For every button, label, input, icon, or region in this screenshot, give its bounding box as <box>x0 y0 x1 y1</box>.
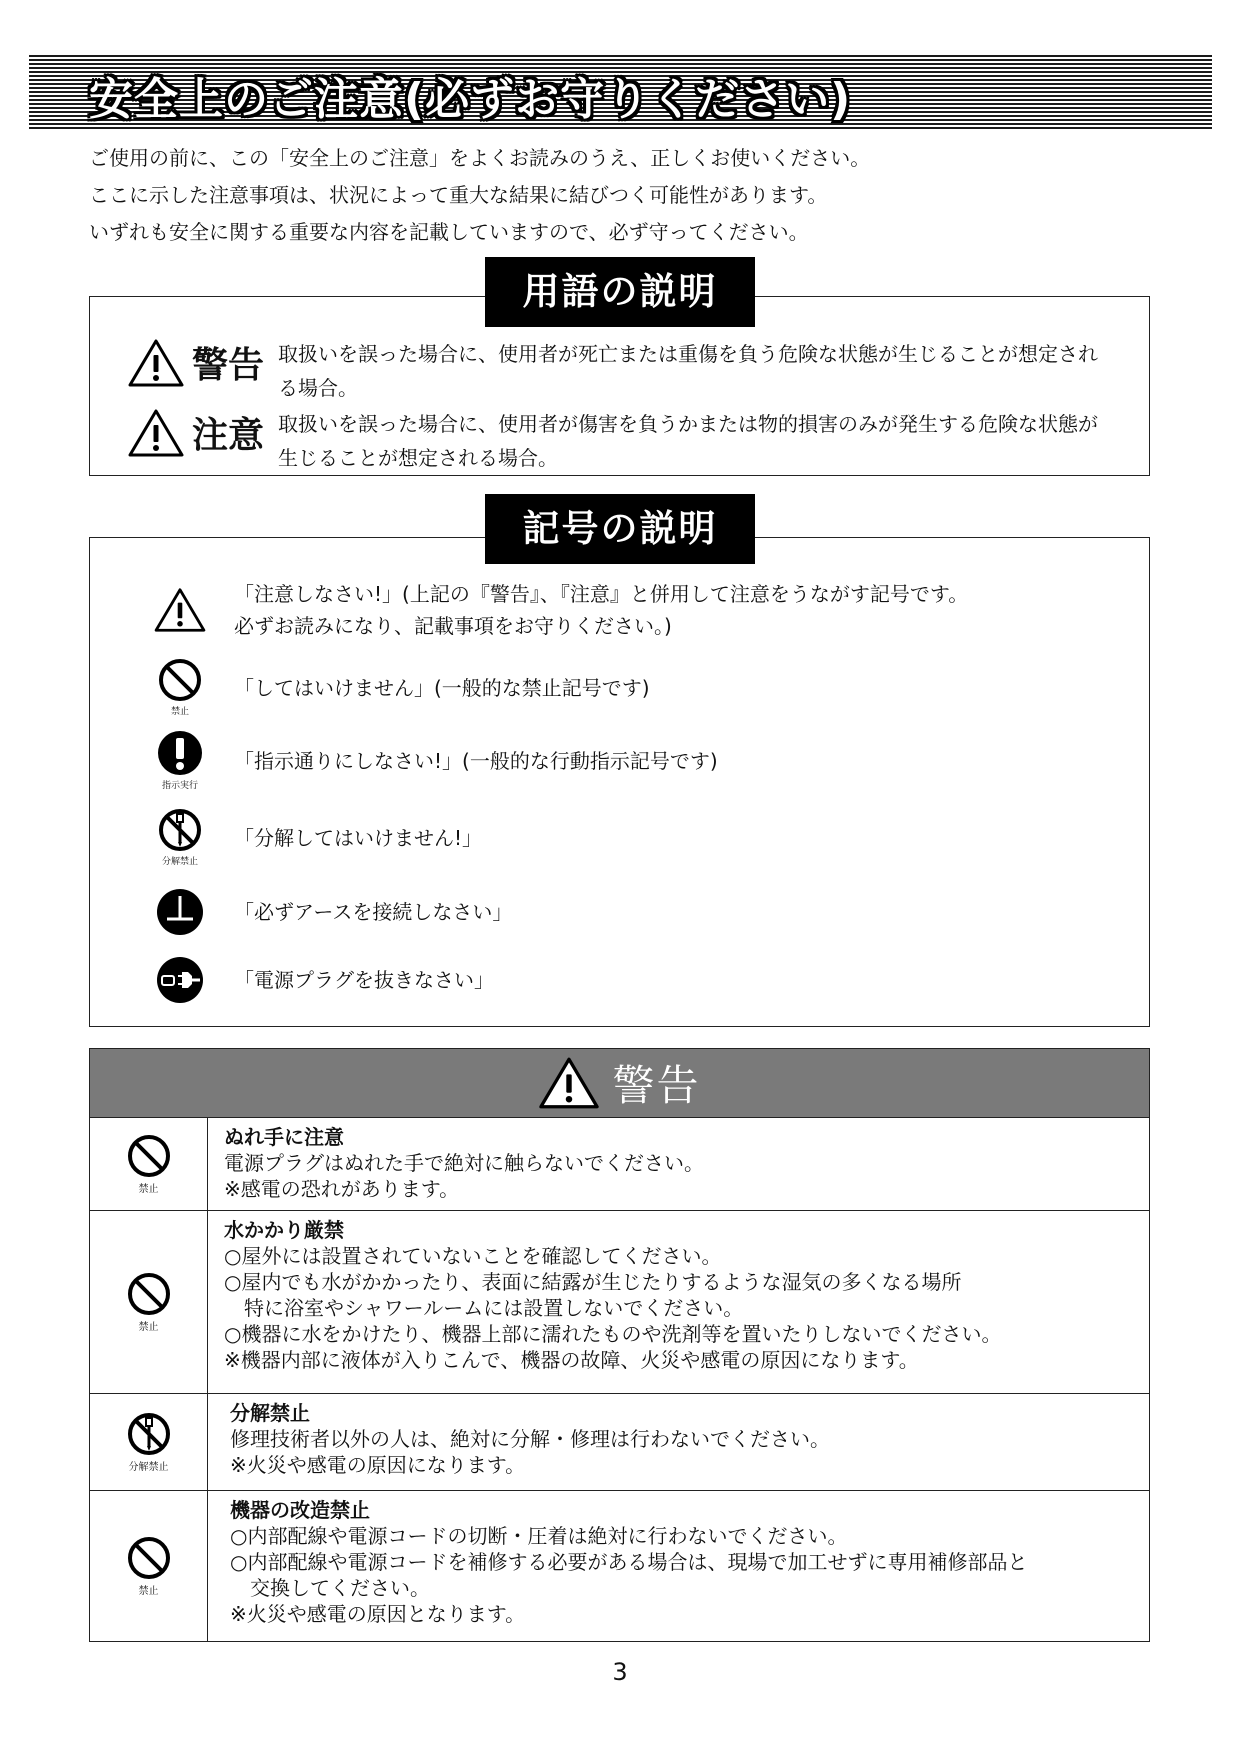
warning-triangle-icon <box>538 1056 600 1110</box>
symbol-caption: 指示実行 <box>161 781 198 791</box>
symbol-text: 「してはいけません」(一般的な禁止記号です) <box>234 675 650 700</box>
no-disassembly-icon <box>158 808 202 852</box>
prohibition-icon <box>127 1134 171 1178</box>
symbols-box <box>89 537 1150 1027</box>
warning-triangle-icon <box>128 408 184 458</box>
row-caption: 禁止 <box>138 1321 159 1333</box>
symbol-text: 「分解してはいけません!」 <box>234 825 483 850</box>
no-disassembly-icon <box>127 1412 171 1456</box>
warning-table-header <box>90 1049 1149 1118</box>
row-title: 水かかり厳禁 <box>224 1218 344 1242</box>
term-warning-desc: 取扱いを誤った場合に、使用者が死亡または重傷を負う危険な状態が生じることが想定される場合。 <box>278 342 1098 400</box>
row-caption: 禁止 <box>138 1585 159 1597</box>
row-title: ぬれ手に注意 <box>224 1125 344 1149</box>
row-line: ※火災や感電の原因となります。 <box>230 1602 526 1626</box>
intro-line: ここに示した注意事項は、状況によって重大な結果に結びつく可能性があります。 <box>89 183 828 207</box>
row-line: 電源プラグはぬれた手で絶対に触らないでください。 <box>224 1151 704 1175</box>
prohibition-icon <box>127 1272 171 1316</box>
symbol-row-prohibit <box>152 658 650 717</box>
term-caution-desc: 取扱いを誤った場合に、使用者が傷害を負うかまたは物的損害のみが発生する危険な状態が生じることが想定される場合。 <box>278 412 1098 470</box>
symbol-caption: 禁止 <box>170 707 189 717</box>
row-caption: 禁止 <box>138 1183 159 1195</box>
row-line: ※機器内部に液体が入りこんで、機器の故障、火災や感電の原因になります。 <box>224 1348 919 1372</box>
ground-icon <box>156 888 204 936</box>
warning-triangle-icon <box>154 587 206 633</box>
exclamation-circle-icon <box>157 730 203 776</box>
prohibition-icon <box>127 1536 171 1580</box>
warning-row <box>90 1118 1149 1210</box>
symbol-text: 必ずお読みになり、記載事項をお守りください。) <box>234 614 672 638</box>
symbol-row-caution <box>152 578 968 642</box>
prohibition-icon <box>158 658 202 702</box>
unplug-icon <box>156 956 204 1004</box>
term-caution-label: 注意 <box>192 415 265 456</box>
term-caution <box>128 407 1108 475</box>
symbol-row-no-disassembly <box>152 808 482 867</box>
row-line: ○屋内でも水がかかったり、表面に結露が生じたりするような湿気の多くなる場所 <box>224 1270 962 1294</box>
row-line: ※感電の恐れがあります。 <box>224 1177 460 1201</box>
symbol-row-instruction <box>152 730 718 791</box>
symbol-text: 「注意しなさい!」(上記の『警告』、『注意』と併用して注意をうながす記号です。 <box>234 582 969 606</box>
symbol-row-unplug <box>152 956 494 1004</box>
row-line: ※火災や感電の原因になります。 <box>230 1453 526 1477</box>
row-line: ○内部配線や電源コードの切断・圧着は絶対に行わないでください。 <box>230 1524 848 1548</box>
row-line: 特に浴室やシャワールームには設置しないでください。 <box>224 1296 744 1320</box>
page-title: 安全上のご注意(必ずお守りください) <box>89 74 852 125</box>
symbol-caption: 分解禁止 <box>161 857 198 867</box>
symbol-text: 「指示通りにしなさい!」(一般的な行動指示記号です) <box>234 748 718 773</box>
symbols-heading: 記号の説明 <box>485 494 755 564</box>
title-bar <box>29 55 1212 131</box>
symbol-text: 「必ずアースを接続しなさい」 <box>234 900 513 924</box>
row-line: 交換してください。 <box>230 1576 430 1600</box>
intro-text <box>89 140 1189 251</box>
warning-triangle-icon <box>128 338 184 388</box>
row-title: 機器の改造禁止 <box>230 1498 370 1522</box>
term-warning <box>128 337 1108 405</box>
warning-row <box>90 1210 1149 1393</box>
row-title: 分解禁止 <box>230 1401 310 1425</box>
warning-table <box>89 1048 1150 1642</box>
intro-line: ご使用の前に、この「安全上のご注意」をよくお読みのうえ、正しくお使いください。 <box>89 146 871 170</box>
page-number: 3 <box>612 1658 628 1686</box>
terms-heading: 用語の説明 <box>485 257 755 327</box>
row-line: ○内部配線や電源コードを補修する必要がある場合は、現場で加工せずに専用補修部品と <box>230 1550 1028 1574</box>
symbol-text: 「電源プラグを抜きなさい」 <box>234 968 494 992</box>
warning-row <box>90 1490 1149 1641</box>
term-warning-label: 警告 <box>192 345 265 386</box>
symbol-row-ground <box>152 888 512 936</box>
row-line: ○屋外には設置されていないことを確認してください。 <box>224 1244 722 1268</box>
row-line: ○機器に水をかけたり、機器上部に濡れたものや洗剤等を置いたりしないでください。 <box>224 1322 1002 1346</box>
intro-line: いずれも安全に関する重要な内容を記載していますので、必ず守ってください。 <box>89 220 809 244</box>
row-line: 修理技術者以外の人は、絶対に分解・修理は行わないでください。 <box>230 1427 830 1451</box>
row-caption: 分解禁止 <box>128 1461 169 1473</box>
warning-row <box>90 1393 1149 1490</box>
warning-table-title: 警告 <box>612 1061 701 1110</box>
